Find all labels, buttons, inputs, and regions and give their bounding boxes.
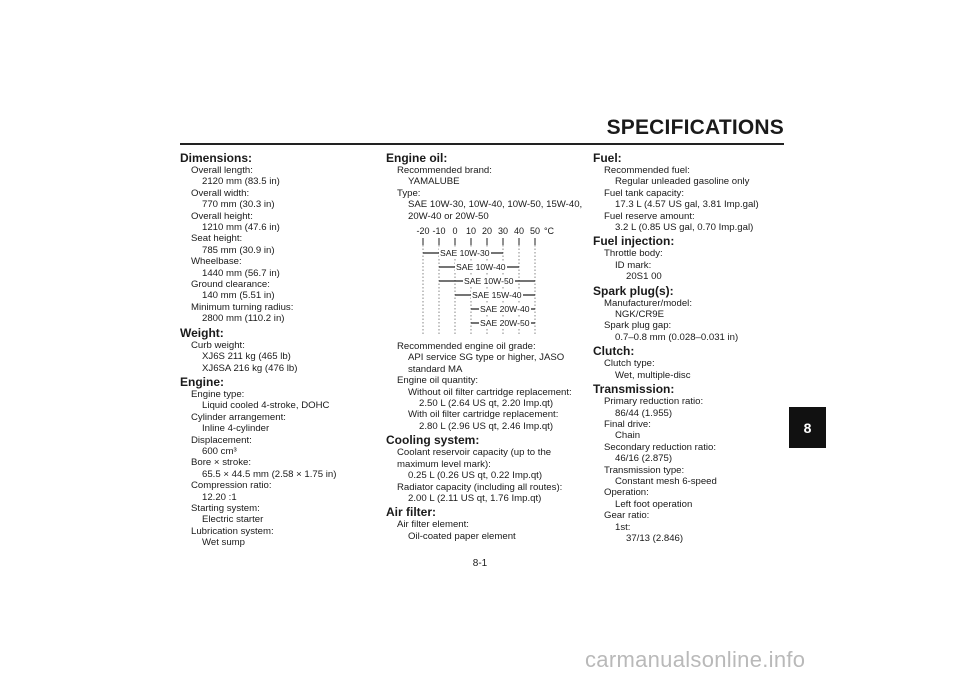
spec-line: Operation: (604, 487, 649, 499)
footer-watermark: carmanualsonline.info (585, 647, 806, 672)
spec-line: SAE 10W-30, 10W-40, 10W-50, 15W-40, (408, 199, 583, 211)
spec-line: XJ6SA 216 kg (476 lb) (202, 362, 298, 374)
spec-line: Type: (397, 187, 421, 199)
spec-line: 3.2 L (0.85 US gal, 0.70 Imp.gal) (615, 222, 754, 234)
spec-line: Lubrication system: (191, 525, 274, 537)
column-left (180, 150, 360, 549)
spec-line: Inline 4-cylinder (202, 423, 270, 435)
temp-tick-label: -20 (416, 226, 430, 237)
spec-line: 1440 mm (56.7 in) (202, 267, 280, 279)
spec-line: Fuel tank capacity: (604, 187, 684, 199)
spec-line: Electric starter (202, 514, 264, 526)
spec-line: Liquid cooled 4-stroke, DOHC (202, 400, 330, 412)
spec-line: 140 mm (5.51 in) (202, 290, 275, 302)
spec-line: 86/44 (1.955) (615, 407, 673, 419)
grade-label: SAE 20W-50 (480, 318, 530, 329)
temp-tick-label: -10 (432, 226, 446, 237)
spec-line: Wet, multiple-disc (615, 369, 691, 381)
spec-line: Throttle body: (604, 248, 663, 260)
spec-line: Seat height: (191, 233, 243, 245)
spec-line: Ground clearance: (191, 279, 270, 291)
section-heading: Air filter: (386, 505, 437, 520)
spec-line: maximum level mark): (397, 458, 491, 470)
spec-line: 20W-40 or 20W-50 (408, 210, 489, 222)
spec-line: 1st: (615, 521, 631, 533)
spec-line: Left foot operation (615, 498, 693, 510)
spec-line: Overall width: (191, 187, 250, 199)
spec-line: 1210 mm (47.6 in) (202, 222, 280, 234)
spec-line: Radiator capacity (including all routes): (397, 481, 563, 493)
grade-label: SAE 15W-40 (472, 290, 522, 301)
chapter-tab[interactable]: 8 (789, 407, 826, 448)
spec-line: Clutch type: (604, 358, 655, 370)
spec-line: Recommended brand: (397, 165, 492, 176)
section-heading: Fuel: (593, 151, 622, 165)
spec-line: Without oil filter cartridge replacement: (408, 386, 572, 398)
spec-line: Air filter element: (397, 519, 469, 531)
section-heading: Clutch: (593, 344, 635, 359)
section-heading: Engine: (180, 374, 224, 389)
spec-line: 65.5 × 44.5 mm (2.58 × 1.75 in) (202, 468, 337, 480)
spec-line: Displacement: (191, 434, 252, 446)
temp-tick-label: 50 (529, 226, 541, 237)
spec-line: Constant mesh 6-speed (615, 475, 717, 487)
temp-tick-label: 30 (497, 226, 509, 237)
spec-line: Curb weight: (191, 339, 245, 351)
spec-line: Overall height: (191, 210, 253, 222)
spec-line: API service SG type or higher, JASO (408, 352, 565, 364)
page-number: 8-1 (472, 558, 488, 569)
temp-tick-label: 0 (452, 226, 458, 237)
spec-line: Transmission type: (604, 464, 685, 476)
section-heading: Weight: (180, 325, 224, 340)
spec-line: 37/13 (2.846) (626, 532, 684, 544)
spec-line: YAMALUBE (408, 176, 460, 188)
spec-line: 2.00 L (2.11 US qt, 1.76 Imp.qt) (408, 492, 542, 504)
spec-line: Final drive: (604, 418, 651, 430)
section-heading: Fuel injection: (593, 234, 675, 249)
spec-line: Gear ratio: (604, 510, 650, 522)
spec-line: 46/16 (2.875) (615, 453, 673, 465)
spec-line: Recommended fuel: (604, 165, 690, 176)
spec-line: Secondary reduction ratio: (604, 441, 716, 453)
section-heading: Dimensions: (180, 151, 253, 165)
grade-label: SAE 10W-50 (464, 276, 514, 287)
spec-line: 0.7–0.8 mm (0.028–0.031 in) (615, 331, 739, 343)
spec-line: Chain (615, 430, 641, 442)
section-heading: Engine oil: (386, 151, 448, 165)
temp-tick-label: 40 (513, 226, 525, 237)
grade-label: SAE 10W-40 (456, 262, 506, 273)
temp-unit-label: °C (543, 226, 555, 237)
spec-line: 0.25 L (0.26 US qt, 0.22 Imp.qt) (408, 470, 543, 482)
temp-tick-label: 10 (465, 226, 477, 237)
spec-line: Bore × stroke: (191, 457, 251, 469)
spec-line: 17.3 L (4.57 US gal, 3.81 Imp.gal) (615, 199, 759, 211)
spec-line: Compression ratio: (191, 480, 272, 492)
spec-line: 600 cm³ (202, 445, 237, 457)
spec-line: 20S1 00 (626, 271, 662, 283)
spec-line: Wet sump (202, 537, 246, 549)
spec-line: standard MA (408, 363, 463, 375)
oil-viscosity-chart (394, 226, 584, 338)
spec-line: XJ6S 211 kg (465 lb) (202, 351, 291, 363)
column-middle (386, 150, 591, 542)
section-heading: Spark plug(s): (593, 283, 674, 298)
spec-line: Primary reduction ratio: (604, 396, 704, 408)
spec-line: Fuel reserve amount: (604, 210, 695, 222)
spec-line: Cylinder arrangement: (191, 411, 286, 423)
spec-line: Regular unleaded gasoline only (615, 176, 750, 188)
title-rule (180, 143, 784, 145)
spec-line: Engine type: (191, 388, 245, 400)
spec-line: 785 mm (30.9 in) (202, 244, 275, 256)
grade-label: SAE 10W-30 (440, 248, 490, 259)
spec-line: Oil-coated paper element (408, 530, 516, 542)
spec-line: Manufacturer/model: (604, 297, 692, 309)
spec-line: 12.20 :1 (202, 491, 237, 503)
spec-line: 2.80 L (2.96 US qt, 2.46 Imp.qt) (419, 420, 554, 432)
spec-line: Coolant reservoir capacity (up to the (397, 447, 552, 459)
spec-line: Minimum turning radius: (191, 301, 294, 313)
spec-line: 2120 mm (83.5 in) (202, 176, 280, 188)
temp-tick-label: 20 (481, 226, 493, 237)
spec-line: ID mark: (615, 259, 652, 271)
spec-line: Recommended engine oil grade: (397, 341, 536, 353)
section-heading: Transmission: (593, 382, 675, 397)
spec-line: 2.50 L (2.64 US qt, 2.20 Imp.qt) (419, 398, 554, 410)
page-title: SPECIFICATIONS (606, 116, 784, 139)
spec-line: Overall length: (191, 165, 253, 176)
spec-line: Spark plug gap: (604, 320, 672, 332)
spec-line: With oil filter cartridge replacement: (408, 409, 559, 421)
spec-line: Starting system: (191, 502, 260, 514)
spec-line: NGK/CR9E (615, 309, 665, 321)
column-right (593, 150, 783, 544)
spec-line: 2800 mm (110.2 in) (202, 313, 285, 325)
grade-label: SAE 20W-40 (480, 304, 530, 315)
spec-line: Wheelbase: (191, 256, 242, 268)
spec-line: Engine oil quantity: (397, 375, 479, 387)
spec-line: 770 mm (30.3 in) (202, 199, 275, 211)
section-heading: Cooling system: (386, 433, 480, 448)
